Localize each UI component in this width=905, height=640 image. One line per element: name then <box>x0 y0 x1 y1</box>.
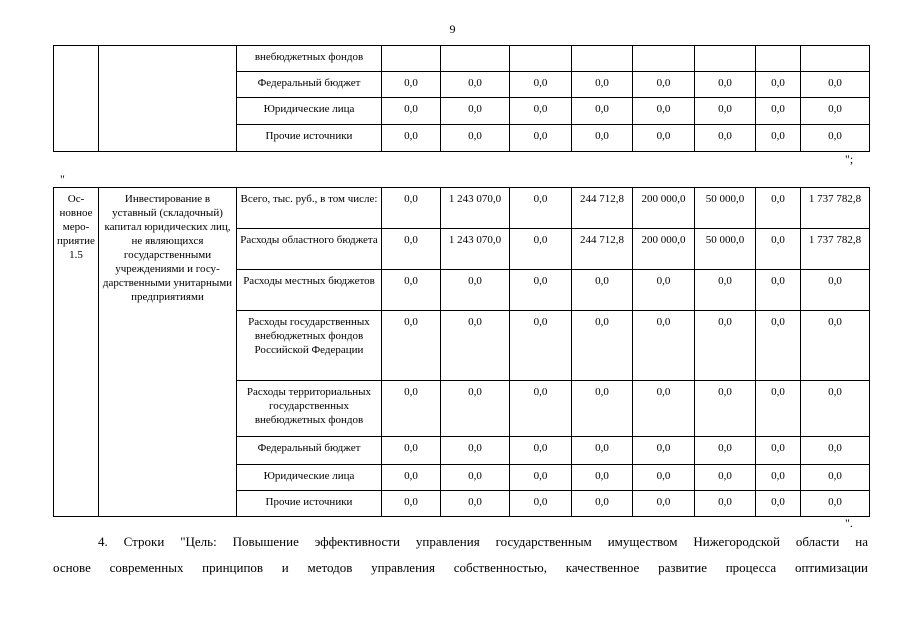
value-cell: 0,0 <box>801 98 870 125</box>
value-cell: 0,0 <box>441 125 510 152</box>
paragraph-line-1: 4. Строки "Цель: Повышение эффективности управления государственным имуществом Нижегородской области на <box>98 534 868 549</box>
value-cell: 0,0 <box>572 491 633 517</box>
funding-source-cell: Прочие источники <box>237 125 382 152</box>
value-cell: 0,0 <box>382 270 441 311</box>
value-cell: 0,0 <box>756 125 801 152</box>
value-cell: 1 243 070,0 <box>441 188 510 229</box>
value-cell <box>382 46 441 72</box>
value-cell: 0,0 <box>756 98 801 125</box>
value-cell: 0,0 <box>633 125 695 152</box>
value-cell: 0,0 <box>695 125 756 152</box>
funding-source-cell: внебюджетных фондов <box>237 46 382 72</box>
value-cell: 1 737 782,8 <box>801 229 870 270</box>
value-cell: 0,0 <box>382 381 441 437</box>
value-cell: 0,0 <box>382 491 441 517</box>
funding-source-cell: Юридические лица <box>237 465 382 491</box>
value-cell: 0,0 <box>572 98 633 125</box>
value-cell: 0,0 <box>633 465 695 491</box>
value-cell: 1 243 070,0 <box>441 229 510 270</box>
value-cell <box>801 46 870 72</box>
value-cell: 244 712,8 <box>572 229 633 270</box>
value-cell <box>441 46 510 72</box>
table-row <box>54 188 870 229</box>
value-cell: 0,0 <box>441 72 510 98</box>
closing-quote-mark-1: "; <box>845 152 854 166</box>
value-cell: 0,0 <box>441 311 510 381</box>
value-cell <box>510 46 572 72</box>
value-cell: 0,0 <box>633 72 695 98</box>
activity-number-cell: Основное мероприятие 1.5 <box>54 188 99 517</box>
value-cell <box>572 46 633 72</box>
value-cell: 0,0 <box>572 437 633 465</box>
value-cell: 0,0 <box>756 270 801 311</box>
value-cell: 0,0 <box>756 437 801 465</box>
value-cell: 0,0 <box>510 491 572 517</box>
value-cell: 0,0 <box>801 125 870 152</box>
funding-source-cell: Юридические лица <box>237 98 382 125</box>
value-cell: 0,0 <box>510 465 572 491</box>
paragraph-line-2: основе современных принципов и методов управления собственностью, качественное развитие процесса оптимизации <box>53 560 868 575</box>
value-cell: 0,0 <box>382 188 441 229</box>
funding-source-cell: Расходы областного бюджета <box>237 229 382 270</box>
value-cell <box>633 46 695 72</box>
value-cell: 0,0 <box>572 465 633 491</box>
value-cell: 0,0 <box>801 270 870 311</box>
value-cell: 0,0 <box>382 98 441 125</box>
value-cell: 0,0 <box>801 437 870 465</box>
value-cell: 0,0 <box>510 437 572 465</box>
value-cell: 0,0 <box>633 98 695 125</box>
value-cell: 0,0 <box>695 437 756 465</box>
page-number: 9 <box>449 22 456 36</box>
value-cell: 0,0 <box>572 72 633 98</box>
value-cell: 0,0 <box>695 465 756 491</box>
value-cell: 0,0 <box>695 270 756 311</box>
value-cell: 0,0 <box>441 465 510 491</box>
value-cell: 0,0 <box>756 465 801 491</box>
value-cell: 0,0 <box>801 311 870 381</box>
value-cell: 0,0 <box>633 437 695 465</box>
value-cell: 0,0 <box>441 270 510 311</box>
value-cell: 244 712,8 <box>572 188 633 229</box>
value-cell: 0,0 <box>572 125 633 152</box>
funding-source-cell: Расходы государственных внебюджетных фондов Российской Федерации <box>237 311 382 381</box>
value-cell: 0,0 <box>510 98 572 125</box>
funding-table-activity-1-5 <box>53 187 870 517</box>
value-cell: 0,0 <box>382 72 441 98</box>
value-cell: 0,0 <box>441 98 510 125</box>
value-cell: 0,0 <box>756 491 801 517</box>
value-cell: 0,0 <box>695 491 756 517</box>
value-cell: 0,0 <box>572 381 633 437</box>
value-cell: 0,0 <box>801 465 870 491</box>
value-cell: 200 000,0 <box>633 188 695 229</box>
table-row <box>54 46 870 72</box>
value-cell: 0,0 <box>801 491 870 517</box>
value-cell: 0,0 <box>633 381 695 437</box>
value-cell: 0,0 <box>510 72 572 98</box>
value-cell: 0,0 <box>510 270 572 311</box>
value-cell: 0,0 <box>756 229 801 270</box>
value-cell: 0,0 <box>756 72 801 98</box>
value-cell: 50 000,0 <box>695 229 756 270</box>
value-cell: 0,0 <box>382 311 441 381</box>
funding-source-cell: Федеральный бюджет <box>237 72 382 98</box>
value-cell: 50 000,0 <box>695 188 756 229</box>
funding-source-cell: Прочие источники <box>237 491 382 517</box>
value-cell: 0,0 <box>441 437 510 465</box>
value-cell: 0,0 <box>382 465 441 491</box>
value-cell: 0,0 <box>801 381 870 437</box>
value-cell: 0,0 <box>572 270 633 311</box>
value-cell: 0,0 <box>756 381 801 437</box>
activity-cell-empty <box>54 46 99 152</box>
value-cell: 200 000,0 <box>633 229 695 270</box>
value-cell: 0,0 <box>382 229 441 270</box>
value-cell: 0,0 <box>633 311 695 381</box>
value-cell: 0,0 <box>441 381 510 437</box>
value-cell <box>695 46 756 72</box>
funding-source-cell: Федеральный бюджет <box>237 437 382 465</box>
value-cell: 0,0 <box>572 311 633 381</box>
value-cell: 0,0 <box>756 188 801 229</box>
value-cell: 0,0 <box>382 125 441 152</box>
value-cell: 0,0 <box>695 381 756 437</box>
value-cell <box>756 46 801 72</box>
value-cell: 0,0 <box>801 72 870 98</box>
value-cell: 0,0 <box>695 311 756 381</box>
funding-table-continuation <box>53 45 870 152</box>
value-cell: 0,0 <box>510 188 572 229</box>
opening-quote-mark: " <box>60 172 65 186</box>
value-cell: 0,0 <box>633 270 695 311</box>
value-cell: 1 737 782,8 <box>801 188 870 229</box>
funding-source-cell: Расходы местных бюджетов <box>237 270 382 311</box>
value-cell: 0,0 <box>633 491 695 517</box>
value-cell: 0,0 <box>382 437 441 465</box>
value-cell: 0,0 <box>510 381 572 437</box>
value-cell: 0,0 <box>510 311 572 381</box>
closing-quote-mark-2: ". <box>845 516 853 530</box>
funding-source-cell: Всего, тыс. руб., в том числе: <box>237 188 382 229</box>
activity-description-cell: Инвестирование в уставный (складочный) капитал юридических лиц, не являющихся государственными учреждениями и государственными унитарными предприятиями <box>99 188 237 517</box>
value-cell: 0,0 <box>510 229 572 270</box>
value-cell: 0,0 <box>441 491 510 517</box>
value-cell: 0,0 <box>510 125 572 152</box>
value-cell: 0,0 <box>695 98 756 125</box>
funding-source-cell: Расходы территориальных государственных внебюджетных фондов <box>237 381 382 437</box>
value-cell: 0,0 <box>756 311 801 381</box>
description-cell-empty <box>99 46 237 152</box>
value-cell: 0,0 <box>695 72 756 98</box>
